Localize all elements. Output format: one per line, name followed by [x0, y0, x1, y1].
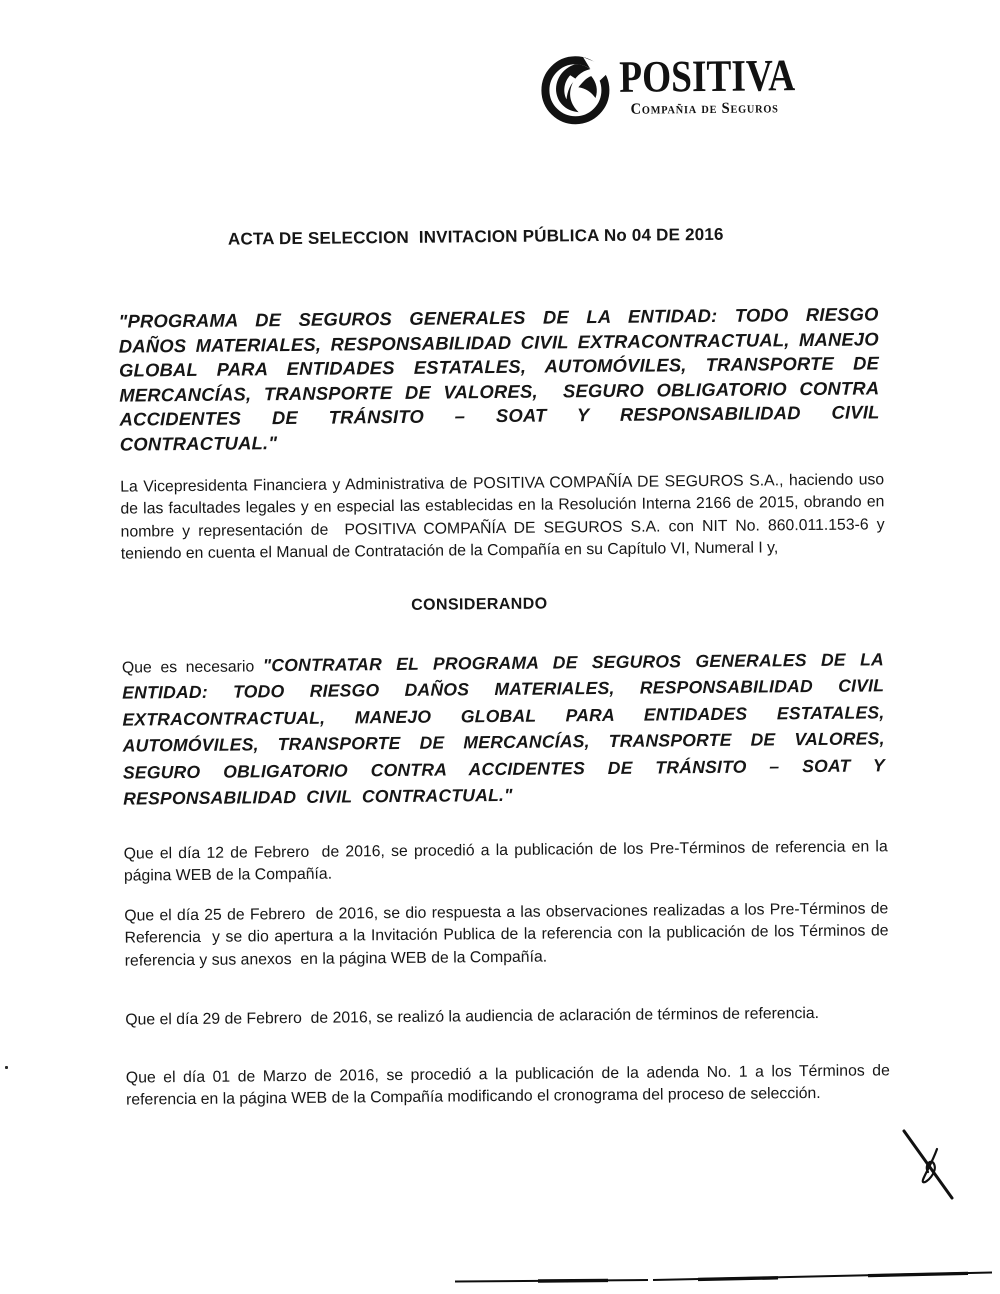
- document-title: ACTA DE SELECCION INVITACION PÚBLICA No 04 DE 2016: [227, 224, 724, 249]
- positiva-logo-emblem-icon: [540, 55, 611, 126]
- pen-scribble-mark: [893, 1122, 968, 1207]
- paragraph-adenda: Que el día 01 de Marzo de 2016, se procedió a la publicación de la adenda No. 1 a los Términos de referencia en la página WEB de la Compañía modificando el cronograma del proceso de selección.: [125, 1062, 895, 1110]
- scan-artifact-dot: [5, 1066, 8, 1069]
- paragraph-pre-terminos: Que el día 12 de Febrero de 2016, se procedió a la publicación de los Pre-Términos de referencia en la página WEB de la Compañía.: [123, 838, 893, 886]
- necesario-paragraph: [121, 647, 905, 813]
- positiva-logo: [540, 50, 831, 126]
- paragraph-audiencia: Que el día 29 de Febrero de 2016, se realizó la audiencia de aclaración de términos de referencia.: [125, 1004, 820, 1029]
- insurance-program-quote: "PROGRAMA DE SEGUROS GENERALES DE LA ENTIDAD: TODO RIESGO DAÑOS MATERIALES, RESPONSABILIDAD CIVIL EXTRACONTRACTUAL, MANEJO GLOBAL PARA ENTIDADES ESTATALES, AUTOMÓVILES, TRANSPORTE DE MERCANCÍAS, TRANSPORTE DE VALORES, SEGURO OBLIGATORIO CONTRA ACCIDENTES DE TRÁNSITO – SOAT Y RESPONSABILIDAD CIVIL CONTRACTUAL.": [118, 303, 889, 455]
- necesario-lead-text: Que es necesario: [121, 658, 263, 677]
- logo-tagline: Compañia de Seguros: [630, 99, 779, 118]
- intro-paragraph: La Vicepresidenta Financiera y Administrativa de POSITIVA COMPAÑÍA DE SEGUROS S.A., haciendo uso de las facultades legales y en especial las establecidas en la Resolución Interna 2166 de 2015, obrando en nombre y representación de POSITIVA COMPAÑÍA DE SEGUROS S.A. con NIT No. 860.011.153-6 y teniendo en cuenta el Manual de Contratación de la Compañía en su Capítulo VI, Numeral I y,: [120, 471, 890, 563]
- paragraph-apertura: Que el día 25 de Febrero de 2016, se dio respuesta a las observaciones realizadas a los Pre-Términos de Referencia y se dio apertura a la Invitación Publica de la referencia con la publicación de los Términos de referencia y sus anexos en la página WEB de la Compañía.: [124, 900, 893, 970]
- considerando-heading: CONSIDERANDO: [411, 595, 548, 614]
- necesario-quote-text: "CONTRATAR EL PROGRAMA DE SEGUROS GENERALES DE LA ENTIDAD: TODO RIESGO DAÑOS MATERIALES, RESPONSABILIDAD CIVIL EXTRACONTRACTUAL, MANEJO GLOBAL PARA ENTIDADES ESTATALES, AUTOMÓVILES, TRANSPORTE DE MERCANCÍAS, TRANSPORTE DE VALORES, SEGURO OBLIGATORIO CONTRA ACCIDENTES DE TRÁNSITO – SOAT Y RESPONSABILIDAD CIVIL CONTRACTUAL.": [122, 649, 905, 809]
- logo-company-name: POSITIVA: [619, 50, 796, 102]
- positiva-logo-text: [619, 50, 831, 119]
- scan-artifact-line: [448, 1263, 1000, 1287]
